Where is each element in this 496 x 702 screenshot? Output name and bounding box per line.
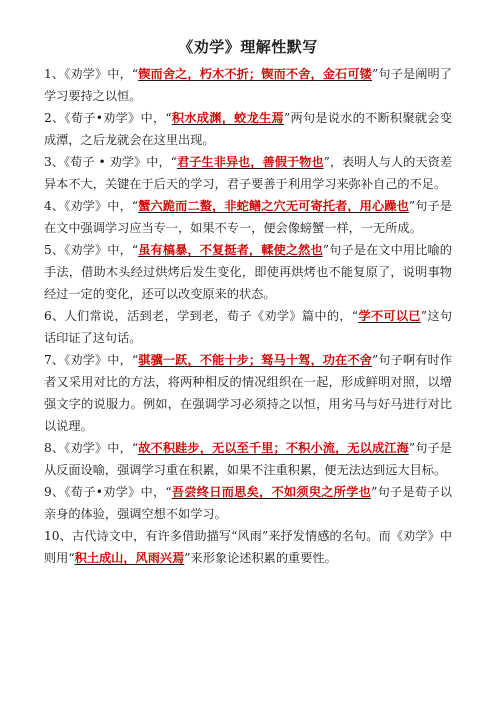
- question-item: [44, 525, 452, 569]
- question-text: ”句子是荀子以亲身的体验，强调空想不如学习。: [44, 485, 453, 521]
- question-text: ”句子是在文中用比喻的手法，借助木头经过烘烤后发生变化，即使再烘烤也不能复原了，说明事物经过一定的变化，还可以改变原来的状态。: [44, 243, 452, 301]
- question-text: 9、《荀子•劝学》中，“: [44, 485, 172, 499]
- question-text: 6、人们常说，活到老，学到老，荀子《劝学》篇中的，“: [44, 309, 359, 323]
- question-text: 3、《荀子 • 劝学》中，“: [44, 155, 177, 169]
- answer-text: 学不可以已: [358, 309, 421, 323]
- page-title: 《劝学》理解性默写: [178, 38, 318, 56]
- question-item: [44, 305, 452, 349]
- answer-text: 虽有槁暴，不复挺者，輮使之然也: [138, 243, 323, 257]
- question-text: 2、《荀子•劝学》中，“: [44, 111, 172, 125]
- answer-text: 蟹六跪而二螯，非蛇鳝之穴无可寄托者，用心躁也: [138, 199, 409, 213]
- answer-text: 君子生非异也，善假于物也: [176, 155, 324, 169]
- question-item: [44, 63, 452, 107]
- question-text: 1、《劝学》中，“: [44, 67, 139, 81]
- question-text: ”句子是在文中强调学习应当专一，如果不专一，便会像螃蟹一样，一无所成。: [44, 199, 452, 235]
- answer-text: 锲而舍之，朽木不折；锲而不舍，金石可镂: [138, 67, 372, 81]
- question-item: [44, 239, 452, 305]
- question-text: 4、《劝学》中，“: [44, 199, 139, 213]
- question-item: [44, 195, 452, 239]
- question-text: ”两句是说水的不断积聚就会变成潭，之后龙就会在这里出现。: [44, 111, 453, 147]
- answer-text: 积水成渊，蛟龙生焉: [171, 111, 284, 125]
- question-text: ”句子是阐明了学习要持之以恒。: [44, 67, 452, 103]
- question-item: [44, 437, 452, 481]
- answer-text: 故不积跬步，无以至千里；不积小流，无以成江海: [138, 441, 409, 455]
- question-text: ”来形象论述积累的重要性。: [184, 551, 337, 565]
- question-text: ”，表明人与人的天资差异本不大，关键在于后天的学习，君子要善于利用学习来弥补自己的不足。: [44, 155, 453, 191]
- question-text: 7、《劝学》中，“: [44, 353, 139, 367]
- question-text: 8、《劝学》中，“: [44, 441, 139, 455]
- answer-text: 吾尝终日而思矣，不如须臾之所学也: [171, 485, 372, 499]
- question-item: [44, 481, 452, 525]
- question-text: ”这句话印证了这句话。: [44, 309, 453, 345]
- question-item: [44, 151, 452, 195]
- question-item: [44, 349, 452, 437]
- question-list: [44, 63, 452, 569]
- answer-text: 积土成山，风雨兴焉: [74, 551, 185, 565]
- answer-text: 骐骥一跃，不能十步；驽马十驾，功在不舍: [138, 353, 372, 367]
- question-text: ”句子啊有时作者又采用对比的方法，将两种相反的情况组织在一起，形成鲜明对照，以增强文字的说服力。例如，在强调学习必须持之以恒，用劣马与好马进行对比以说理。: [44, 353, 452, 433]
- question-text: 10、古代诗文中，有许多借助描写“风雨”来抒发情感的名句。而《劝学》中则用“: [44, 529, 452, 565]
- question-text: 5、《劝学》中，“: [44, 243, 139, 257]
- question-item: [44, 107, 452, 151]
- question-text: ”句子是从反面设喻，强调学习重在积累，如果不注重积累，便无法达到远大目标。: [44, 441, 452, 477]
